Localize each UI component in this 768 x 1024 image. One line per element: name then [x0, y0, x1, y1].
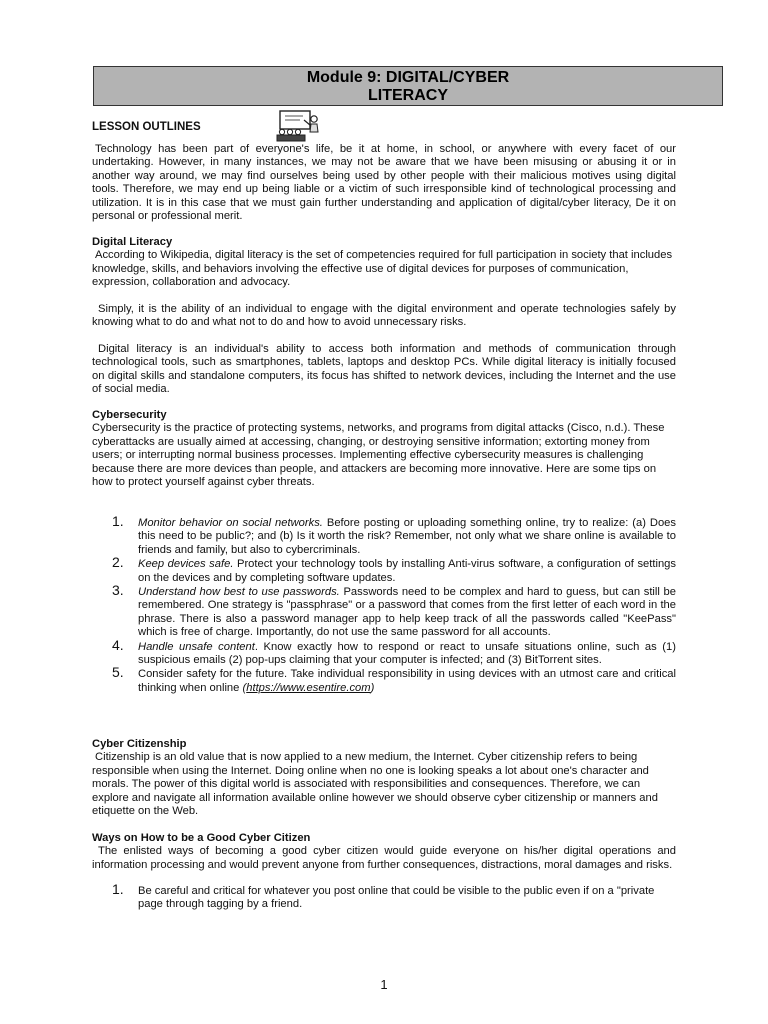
lesson-outlines-heading: LESSON OUTLINES — [92, 121, 201, 133]
tip-text: Passwords need to be complex and hard to guess, but can still be remembered. One strategy is "passphrase" or a password that comes from the first letter of each word in the phrase. There is also a password manager app to help keep track of all the passwords called "KeePass" which is free of charge. Importantly, do not use the same password for all accounts. — [138, 586, 676, 639]
cybersecurity-tips-list — [112, 513, 676, 696]
digital-literacy-p2: Simply, it is the ability of an individual to engage with the digital environment and operate technologies safely by knowing what to do and what not to do and how to avoid unnecessary risks. — [92, 303, 676, 329]
source-link-paren-open: ( — [242, 681, 247, 694]
tip-text: Consider safety for the future. Take individual responsibility in using devices with an utmost care and critical thinking when online — [138, 668, 676, 694]
tip-text: . Know exactly how to respond or react to unsafe situations online, such as (1) suspicious emails (2) pop-ups claiming that your computer is infected; and (3) BitTorrent sites. — [138, 640, 676, 667]
list-item-number: 4. — [112, 636, 124, 653]
good-cyber-citizen-section — [92, 832, 676, 872]
presentation-icon — [273, 110, 321, 142]
esentire-source-link[interactable]: https://www.esentire.com — [246, 681, 371, 694]
tip-lead: Keep devices safe. — [138, 558, 234, 571]
digital-literacy-section — [92, 236, 676, 290]
list-item — [112, 554, 676, 585]
cyber-citizenship-p1: Citizenship is an old value that is now applied to a new medium, the Internet. Cyber citizenship refers to being responsible when using the Internet. Doing online when no one is looking speaks a lot about one's character and morals. The power of this digital world is associated with responsibilities and consequences. Therefore, we can explore and navigate all information available online however we should observe cyber citizenship or manners and etiquette on the Web. — [92, 751, 658, 818]
module-title-line-1: Module 9: DIGITAL/CYBER — [306, 69, 510, 86]
cyber-citizenship-section — [92, 738, 676, 818]
digital-literacy-p3: Digital literacy is an individual's ability to access both information and methods of communication through technological tools, such as smartphones, tablets, laptops and desktop PCs. While digital literacy is initially focused on digital skills and standalone computers, its focus has shifted to network devices, including the Internet and the use of social media. — [92, 343, 676, 396]
digital-literacy-p2-block — [92, 303, 676, 330]
module-title-box — [93, 66, 723, 106]
list-item — [112, 513, 676, 557]
list-item-text: Be careful and critical for whatever you post online that could be visible to the public even if on a "private page through tagging by a friend. — [138, 885, 655, 911]
cyber-citizenship-heading: Cyber Citizenship — [92, 738, 187, 750]
digital-literacy-p3-block — [92, 343, 676, 397]
tip-lead: Monitor behavior on social networks. — [138, 517, 323, 529]
tip-text: Protect your technology tools by installing Anti-virus software, a configuration of settings on the devices and by completing software updates. — [138, 558, 676, 584]
intro-paragraph: Technology has been part of everyone's life, be it at home, in school, or anywhere with every facet of our undertaking. However, in many instances, we may not be aware that we have been misusing or abusing it or in another way around, we may find ourselves being used by other people with their malicious motives using digital tools. Therefore, we may end up being liable or a victim of such irresponsible kind of technological processing and utilization. It is in this case that we must gain further understanding and application of digital/cyber literacy, De it on personal or professional merit. — [92, 143, 676, 223]
page-number: 1 — [380, 977, 388, 992]
tip-lead: Handle unsafe content — [138, 640, 255, 653]
digital-literacy-heading: Digital Literacy — [92, 236, 173, 248]
cybersecurity-heading: Cybersecurity — [92, 409, 167, 421]
good-cyber-citizen-p1: The enlisted ways of becoming a good cyber citizen would guide everyone on his/her digital operations and information processing and would prevent anyone from further consequences, distractions, moral damages and risks. — [92, 845, 676, 871]
intro-paragraph-block — [92, 143, 676, 223]
list-item — [112, 582, 676, 640]
list-item — [112, 636, 676, 668]
list-item — [112, 664, 676, 695]
digital-literacy-p1: According to Wikipedia, digital literacy is the set of competencies required for full participation in society that includes knowledge, skills, and behaviors involving the effective use of digital devices for purposes of communication, expression, collaboration and advocacy. — [92, 249, 673, 289]
list-item-number: 1. — [112, 881, 124, 897]
good-cyber-citizen-heading: Ways on How to be a Good Cyber Citizen — [92, 832, 311, 844]
source-link-paren-close: ) — [370, 681, 375, 694]
list-item-number: 2. — [112, 554, 124, 571]
good-cyber-citizen-list — [112, 881, 676, 912]
cybersecurity-section — [92, 409, 676, 489]
cybersecurity-p1: Cybersecurity is the practice of protecting systems, networks, and programs from digital attacks (Cisco, n.d.). These cyberattacks are usually aimed at accessing, changing, or destroying sensitive information; extorting money from users; or interrupting normal business processes. Implementing effective cybersecurity measures is challenging because there are more devices than people, and attackers are becoming more innovative. Here are some tips on how to protect yourself against cyber threats. — [92, 422, 665, 489]
tip-text: Before posting or uploading something online, try to realize: (a) Does this need to be public?; and (b) Is it worth the risk? Remember, not only what we share online is available to friends and family, but also to cybercriminals. — [138, 517, 676, 556]
list-item-number: 1. — [112, 513, 124, 529]
list-item — [112, 881, 676, 912]
list-item-number: 3. — [112, 582, 124, 599]
tip-lead: Understand how best to use passwords. — [138, 586, 340, 599]
list-item-number: 5. — [112, 664, 124, 681]
module-title-line-2: LITERACY — [368, 87, 448, 104]
